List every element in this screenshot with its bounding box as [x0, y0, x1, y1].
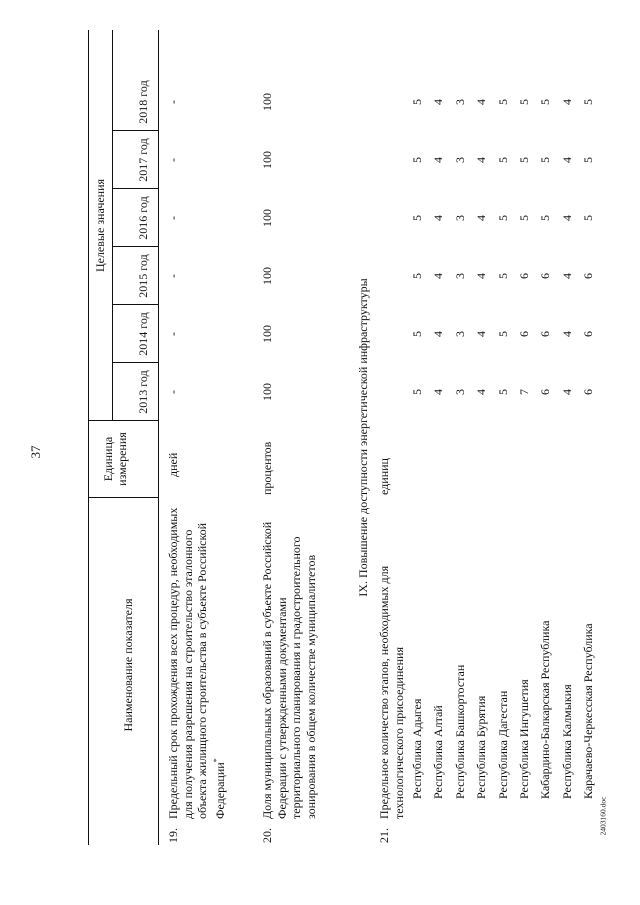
target-value: 4	[474, 99, 488, 105]
target-value: 4	[431, 273, 445, 279]
target-value: 5	[496, 389, 510, 395]
region-name: Республика Калмыкия	[560, 684, 574, 799]
target-value: -	[166, 216, 180, 220]
rotated-table-frame	[88, 30, 595, 845]
header-divider-name-unit	[88, 497, 158, 498]
target-value: 6	[581, 389, 595, 395]
target-value: 6	[538, 331, 552, 337]
target-value: 5	[496, 157, 510, 163]
year-divider	[112, 188, 158, 189]
target-value: 5	[496, 99, 510, 105]
target-value: 100	[260, 93, 274, 111]
target-value: 4	[431, 215, 445, 221]
target-value: -	[166, 390, 180, 394]
year-header: 2016 год	[136, 196, 150, 240]
target-value: 4	[560, 273, 574, 279]
target-value: 100	[260, 267, 274, 285]
target-value: 4	[560, 99, 574, 105]
target-value: 4	[431, 99, 445, 105]
unit-value: процентов	[260, 441, 274, 495]
target-value: 6	[581, 331, 595, 337]
target-value: -	[166, 332, 180, 336]
unit-value: дней	[166, 452, 180, 477]
target-value: 4	[431, 157, 445, 163]
region-name: Республика Башкортостан	[453, 664, 467, 799]
target-value: 4	[474, 273, 488, 279]
target-value: 4	[560, 215, 574, 221]
region-name: Республика Адыгея	[410, 698, 424, 799]
header-bottom-border	[158, 30, 159, 845]
target-value: 3	[453, 331, 467, 337]
target-value: 5	[410, 389, 424, 395]
region-name: Карачаево-Черкесская Республика	[581, 623, 595, 799]
target-value: 5	[410, 99, 424, 105]
target-value: 5	[538, 215, 552, 221]
target-value: 4	[560, 157, 574, 163]
target-value: 4	[431, 331, 445, 337]
target-value: 5	[517, 215, 531, 221]
target-value: 5	[410, 215, 424, 221]
column-header-unit: Единица измерения	[101, 432, 129, 486]
row-number: 19.	[166, 828, 180, 843]
target-value: 6	[581, 273, 595, 279]
target-value: 3	[453, 157, 467, 163]
target-value: 4	[474, 215, 488, 221]
row-number: 20.	[260, 828, 274, 843]
indicator-name-text: Предельный срок прохождения всех процедур, необходимых для получения разрешения на строительство эталонного объекта жилищного строительства в субъекте Российской Федерации	[166, 507, 227, 819]
row-number: 21.	[377, 828, 391, 843]
target-value: 5	[410, 331, 424, 337]
year-header: 2014 год	[136, 312, 150, 356]
target-value: 5	[538, 99, 552, 105]
target-value: 5	[410, 157, 424, 163]
target-value: 6	[517, 273, 531, 279]
target-value: 4	[560, 389, 574, 395]
year-divider	[112, 130, 158, 131]
indicator-name: Доля муниципальных образований в субъекте Российской Федерации с утвержденными документами территориального планирования и градостроительного зонирования в общем количестве муниципалитетов	[260, 521, 318, 819]
indicator-name	[166, 507, 227, 819]
target-value: 4	[474, 331, 488, 337]
page-number: 37	[28, 445, 43, 459]
target-value: 3	[453, 215, 467, 221]
region-name: Республика Дагестан	[496, 690, 510, 799]
target-value: 5	[410, 273, 424, 279]
target-value: 6	[517, 331, 531, 337]
target-value: 4	[474, 389, 488, 395]
target-value: 5	[496, 215, 510, 221]
region-name: Республика Бурятия	[474, 695, 488, 799]
year-header: 2013 год	[136, 370, 150, 414]
column-header-name: Наименование показателя	[121, 598, 135, 732]
region-name: Кабардино-Балкарская Республика	[538, 620, 552, 799]
target-value: 4	[560, 331, 574, 337]
region-name: Республика Ингушетия	[517, 679, 531, 799]
year-header: 2017 год	[136, 138, 150, 182]
column-header-target: Целевые значения	[93, 178, 107, 273]
region-name: Республика Алтай	[431, 705, 445, 799]
document-code: 2403160.doc	[598, 796, 608, 836]
header-top-border	[88, 30, 89, 845]
year-header: 2015 год	[136, 254, 150, 298]
target-value: -	[166, 158, 180, 162]
target-value: 5	[581, 99, 595, 105]
year-divider	[112, 362, 158, 363]
section-heading: IX. Повышение доступности энергетической инфраструктуры	[356, 278, 370, 597]
target-value: -	[166, 100, 180, 104]
indicator-table	[88, 30, 595, 845]
target-value: 4	[431, 389, 445, 395]
target-value: 5	[538, 157, 552, 163]
target-value: 100	[260, 209, 274, 227]
target-value: 100	[260, 383, 274, 401]
year-divider	[112, 246, 158, 247]
target-value: 5	[517, 99, 531, 105]
year-header: 2018 год	[136, 80, 150, 124]
year-divider	[112, 304, 158, 305]
target-value: 5	[581, 157, 595, 163]
footnote-mark: *	[211, 758, 221, 763]
target-value: 5	[581, 215, 595, 221]
target-value: 6	[538, 273, 552, 279]
indicator-name: Предельное количество этапов, необходимых для технологического присоединения	[377, 565, 406, 819]
target-value: 5	[496, 331, 510, 337]
target-value: -	[166, 274, 180, 278]
target-value: 6	[538, 389, 552, 395]
target-value: 7	[517, 389, 531, 395]
target-value: 100	[260, 325, 274, 343]
target-value: 5	[517, 157, 531, 163]
target-value: 4	[474, 157, 488, 163]
target-value: 3	[453, 389, 467, 395]
target-value: 3	[453, 273, 467, 279]
target-value: 100	[260, 151, 274, 169]
target-value: 3	[453, 99, 467, 105]
unit-value: единиц	[377, 458, 391, 495]
target-value: 5	[496, 273, 510, 279]
